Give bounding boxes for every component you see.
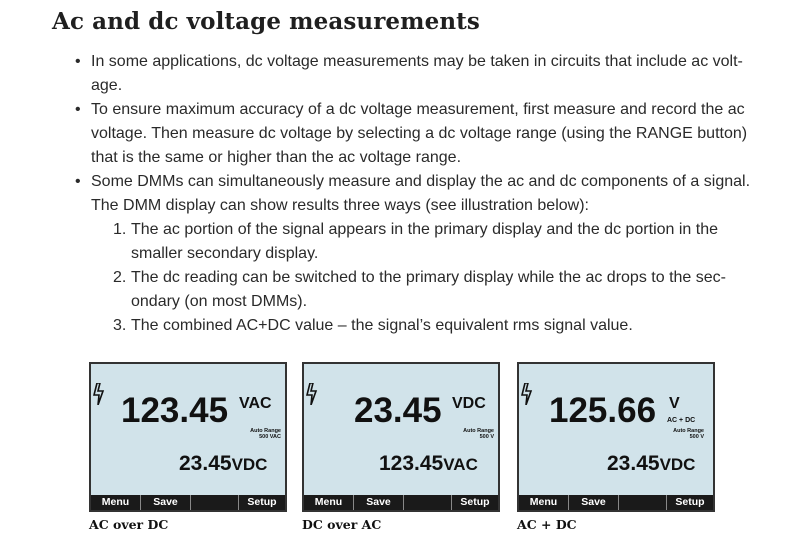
auto-range-indicator: Auto Range 500 V <box>673 428 704 440</box>
softkey-blank[interactable] <box>404 495 452 510</box>
item-number: 2. <box>113 269 127 286</box>
bullet-item <box>70 170 770 338</box>
softkey-menu[interactable]: Menu <box>304 495 354 510</box>
item-number: 1. <box>113 221 127 238</box>
page-title: Ac and dc voltage measurements <box>52 8 480 35</box>
primary-unit: V <box>669 395 680 412</box>
dmm-display-ac-plus-dc <box>517 362 715 532</box>
softkey-blank[interactable] <box>619 495 667 510</box>
softkey-menu[interactable]: Menu <box>91 495 141 510</box>
dmm-display-dc-over-ac <box>302 362 500 532</box>
secondary-reading: 123.45VAC <box>379 452 478 475</box>
bullet-item <box>70 98 770 170</box>
softkey-bar <box>519 495 713 510</box>
softkey-setup[interactable]: Setup <box>675 496 705 508</box>
numbered-list <box>113 218 770 338</box>
softkey-menu[interactable]: Menu <box>519 495 569 510</box>
softkey-setup[interactable]: Setup <box>247 496 277 508</box>
secondary-reading: 23.45VDC <box>179 452 268 475</box>
bullet-dot-icon: • <box>75 101 81 118</box>
softkey-blank[interactable] <box>191 495 239 510</box>
bullet-list <box>70 50 770 338</box>
display-caption: DC over AC <box>302 517 382 532</box>
bullet-item <box>70 50 770 98</box>
dmm-screen <box>517 362 715 512</box>
softkey-bar <box>304 495 498 510</box>
dmm-screen <box>302 362 500 512</box>
bullet-text: To ensure maximum accuracy of a dc voltage measurement, first measure and record the ac voltage. Then measure dc voltage by selecting a dc voltage range (using the RANGE button) that is the same or higher than the ac voltage range. <box>91 101 748 166</box>
item-number: 3. <box>113 317 127 334</box>
display-caption: AC + DC <box>517 517 577 532</box>
lightning-bolt-icon <box>521 383 533 405</box>
softkey-save[interactable]: Save <box>354 495 404 510</box>
primary-reading: 23.45 <box>354 391 442 430</box>
softkey-setup[interactable]: Setup <box>460 496 490 508</box>
lightning-bolt-icon <box>306 383 318 405</box>
item-text: The dc reading can be switched to the primary display while the ac drops to the sec-ondary (on most DMMs). <box>131 269 726 310</box>
numbered-item <box>113 218 770 266</box>
primary-reading: 123.45 <box>121 391 229 430</box>
auto-range-indicator: Auto Range 500 VAC <box>250 428 281 440</box>
numbered-item <box>113 314 770 338</box>
primary-reading: 125.66 <box>549 391 657 430</box>
bullet-text: In some applications, dc voltage measurements may be taken in circuits that include ac volt-age. <box>91 53 743 94</box>
softkey-save[interactable]: Save <box>141 495 191 510</box>
dmm-display-ac-over-dc <box>89 362 287 532</box>
dmm-screen <box>89 362 287 512</box>
softkey-save[interactable]: Save <box>569 495 619 510</box>
secondary-reading: 23.45VDC <box>607 452 696 475</box>
primary-unit: VAC <box>239 395 272 412</box>
ac-dc-label: AC + DC <box>667 417 696 424</box>
item-text: The ac portion of the signal appears in the primary display and the dc portion in the smaller secondary display. <box>131 221 719 262</box>
numbered-item <box>113 266 770 314</box>
bullet-dot-icon: • <box>75 53 81 70</box>
auto-range-indicator: Auto Range 500 V <box>463 428 494 440</box>
lightning-bolt-icon <box>93 383 105 405</box>
display-caption: AC over DC <box>89 517 169 532</box>
softkey-bar <box>91 495 285 510</box>
item-text: The combined AC+DC value – the signal’s equivalent rms signal value. <box>131 317 633 334</box>
bullet-dot-icon: • <box>75 173 81 190</box>
bullet-text: Some DMMs can simultaneously measure and display the ac and dc components of a signal. The DMM display can show results three ways (see illustration below): <box>91 173 751 214</box>
primary-unit: VDC <box>452 395 486 412</box>
